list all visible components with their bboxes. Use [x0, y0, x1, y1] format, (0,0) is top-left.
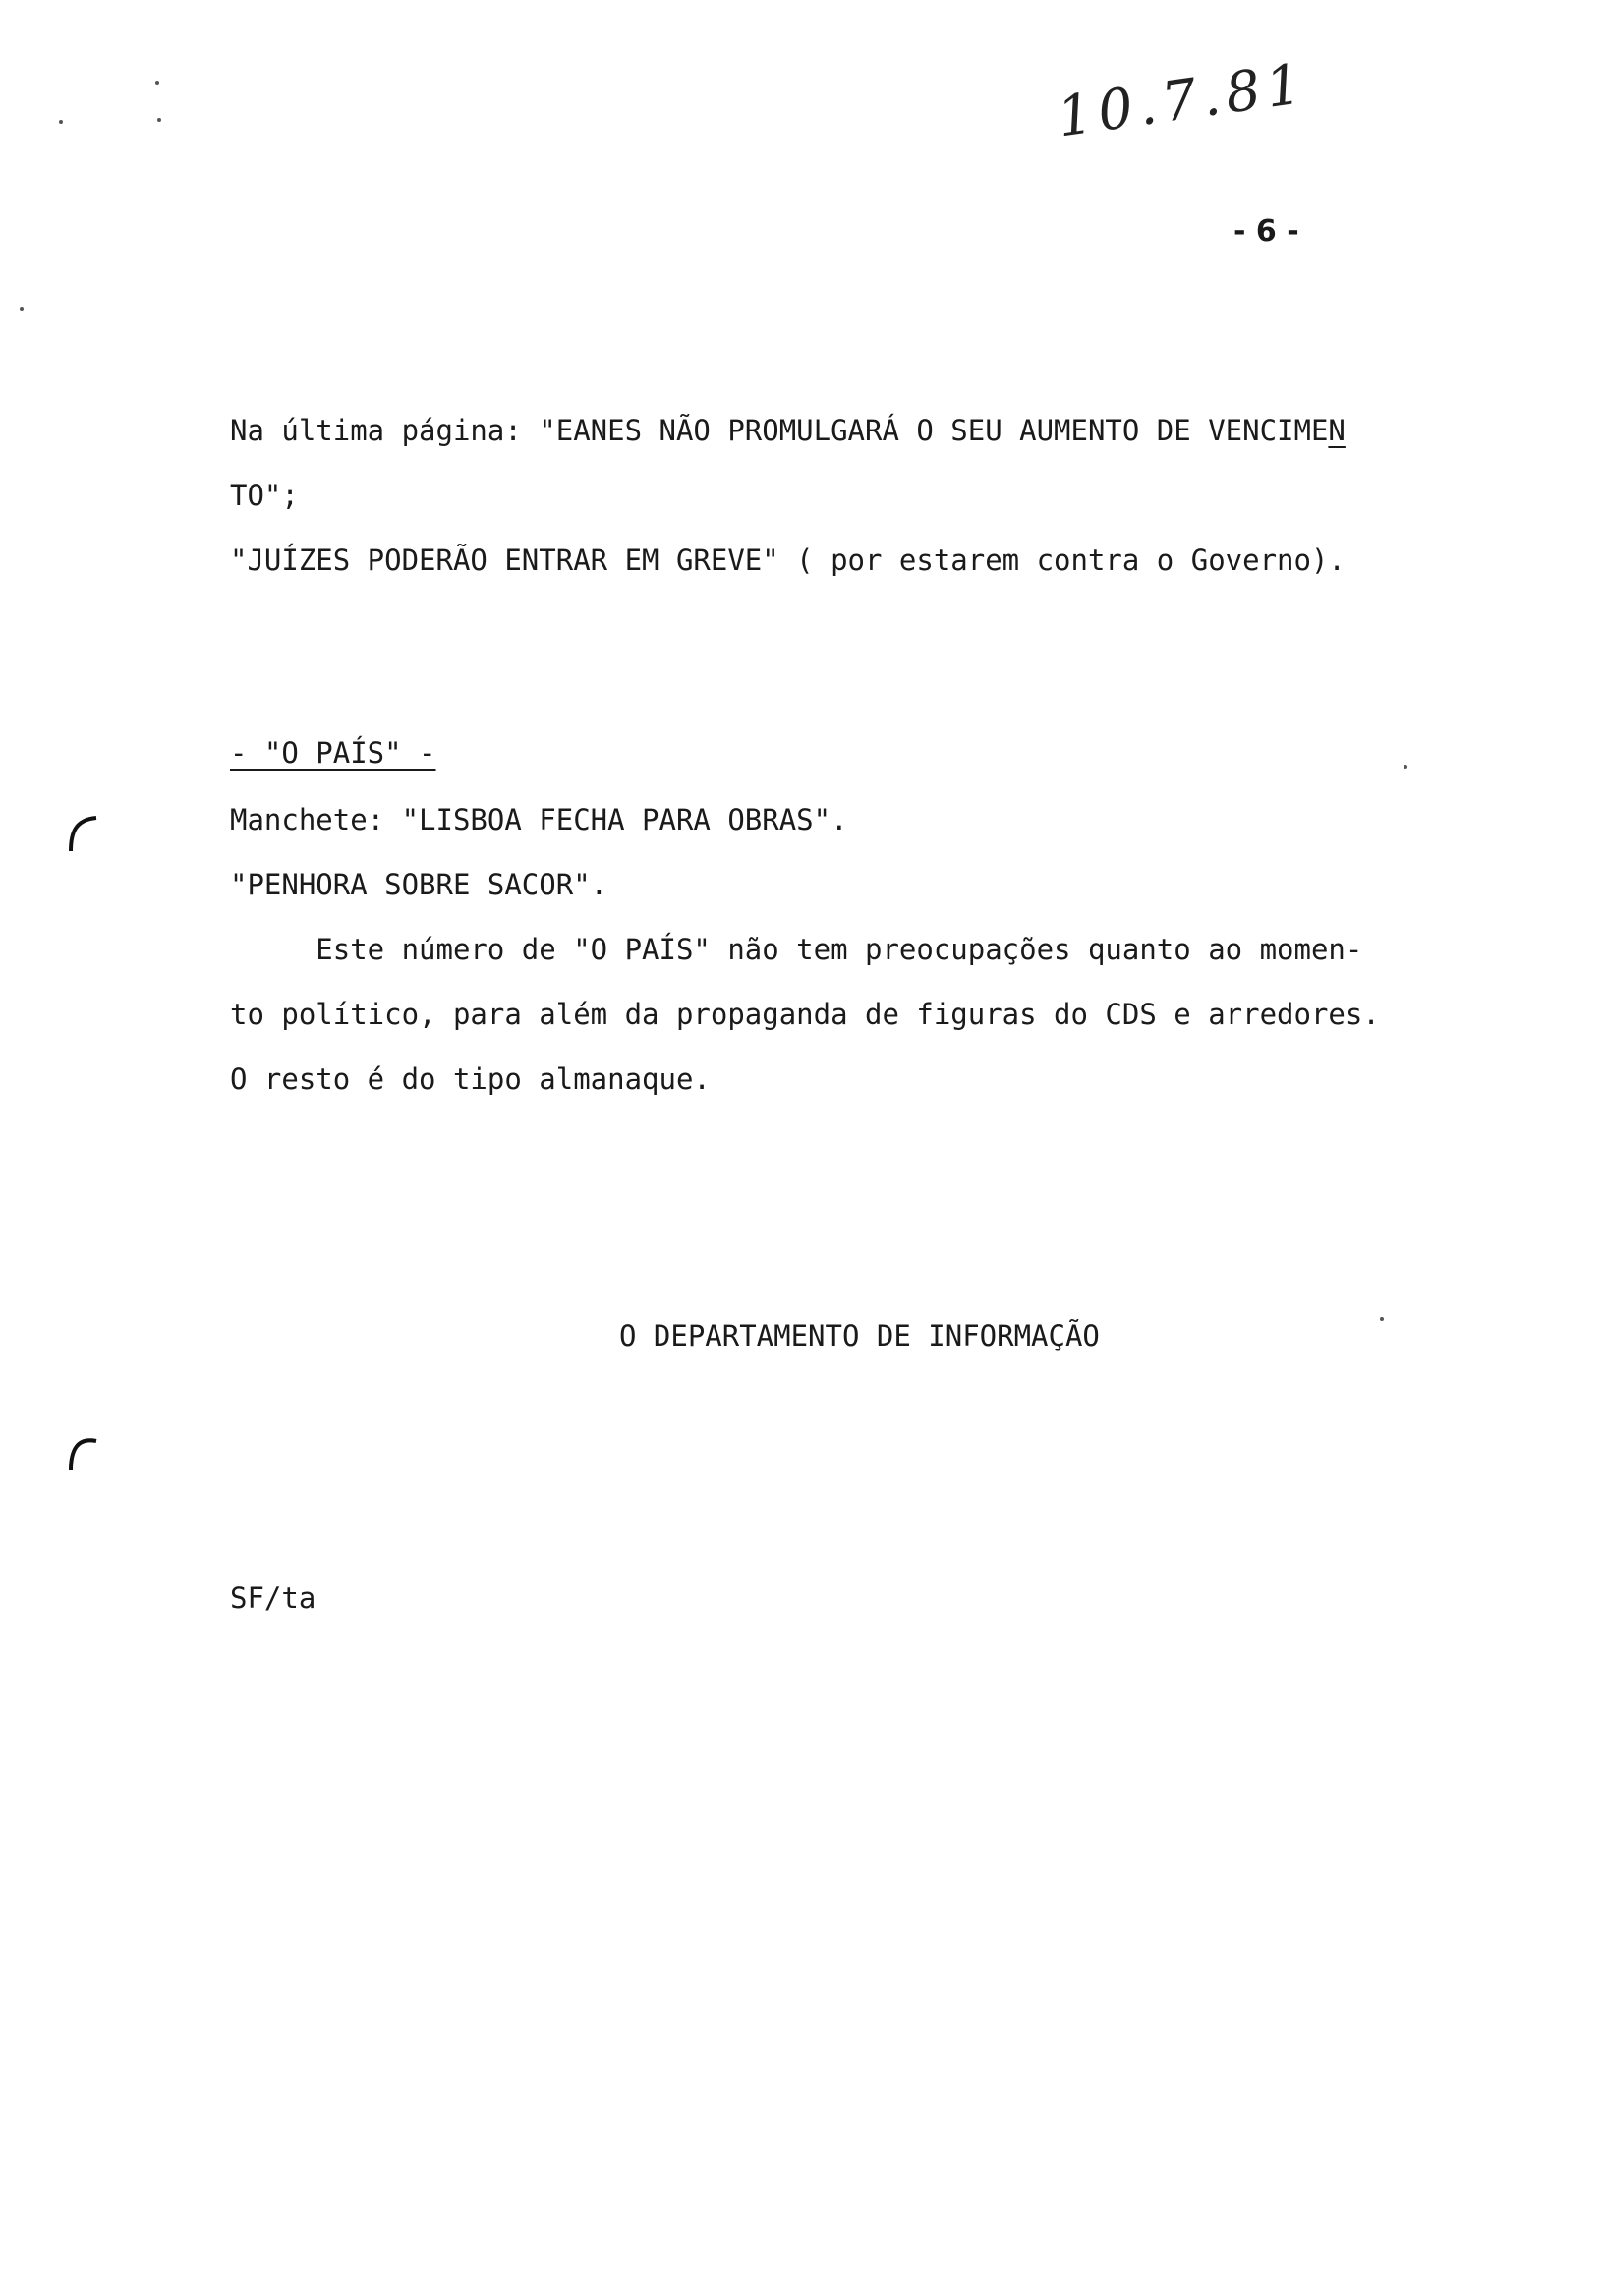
scan-speck: [155, 81, 159, 85]
scan-speck: [157, 118, 161, 122]
text-line: "JUÍZES PODERÃO ENTRAR EM GREVE" ( por estarem contra o Governo).: [230, 544, 1346, 577]
section-heading: - "O PAÍS" -: [230, 736, 436, 770]
scan-speck: [1404, 765, 1407, 769]
handwritten-date: 10.7.81: [1053, 51, 1312, 150]
text-span: Na última página: "EANES NÃO PROMULGARÁ O SEU AUMENTO DE VENCIME: [230, 414, 1329, 447]
text-line: to político, para além da propaganda de figuras do CDS e arredores.: [230, 998, 1380, 1031]
text-line: TO";: [230, 479, 299, 512]
reference-initials: SF/ta: [230, 1581, 316, 1615]
scan-speck: [1380, 1317, 1384, 1321]
underlined-letter: N: [1328, 414, 1346, 447]
text-line: Manchete: "LISBOA FECHA PARA OBRAS".: [230, 803, 848, 836]
text-line: [230, 414, 1346, 447]
scan-speck: [20, 307, 24, 311]
text-line: Este número de "O PAÍS" não tem preocupações quanto ao momen-: [230, 933, 1363, 966]
scan-speck: [59, 120, 63, 124]
signature-line: O DEPARTAMENTO DE INFORMAÇÃO: [619, 1319, 1100, 1352]
text-line: O resto é do tipo almanaque.: [230, 1062, 711, 1096]
binder-hole-mark: [67, 814, 98, 853]
text-line: "PENHORA SOBRE SACOR".: [230, 868, 608, 901]
page-number: - 6 -: [1233, 214, 1299, 249]
binder-hole-mark: [67, 1433, 98, 1472]
